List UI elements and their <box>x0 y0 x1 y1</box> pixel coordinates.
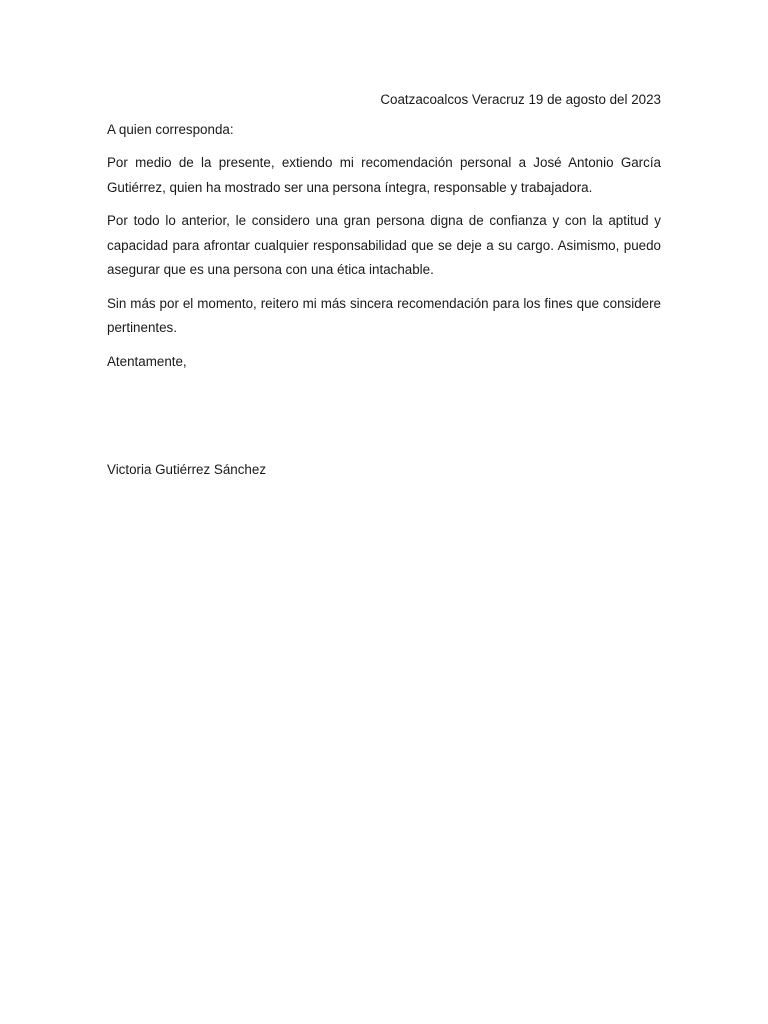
letter-greeting: A quien corresponda: <box>107 121 234 137</box>
letter-paragraph-3: Sin más por el momento, reitero mi más sincera recomendación para los fines que considere pertinentes. <box>107 295 661 335</box>
letter-paragraph-1: Por medio de la presente, extiendo mi recomendación personal a José Antonio García Gutiérrez, quien ha mostrado ser una persona íntegra, responsable y trabajadora. <box>107 155 661 195</box>
letter-closing: Atentamente, <box>107 353 187 369</box>
letter-paragraph-2: Por todo lo anterior, le considero una gran persona digna de confianza y con la aptitud y capacidad para afrontar cualquier responsabilidad que se deje a su cargo. Asimismo, puedo asegurar que es una persona con una ética intachable. <box>107 213 661 277</box>
letter-signature-name: Victoria Gutiérrez Sánchez <box>107 462 267 477</box>
recommendation-letter <box>107 88 661 483</box>
letter-date-line: Coatzacoalcos Veracruz 19 de agosto del 2023 <box>380 92 661 107</box>
